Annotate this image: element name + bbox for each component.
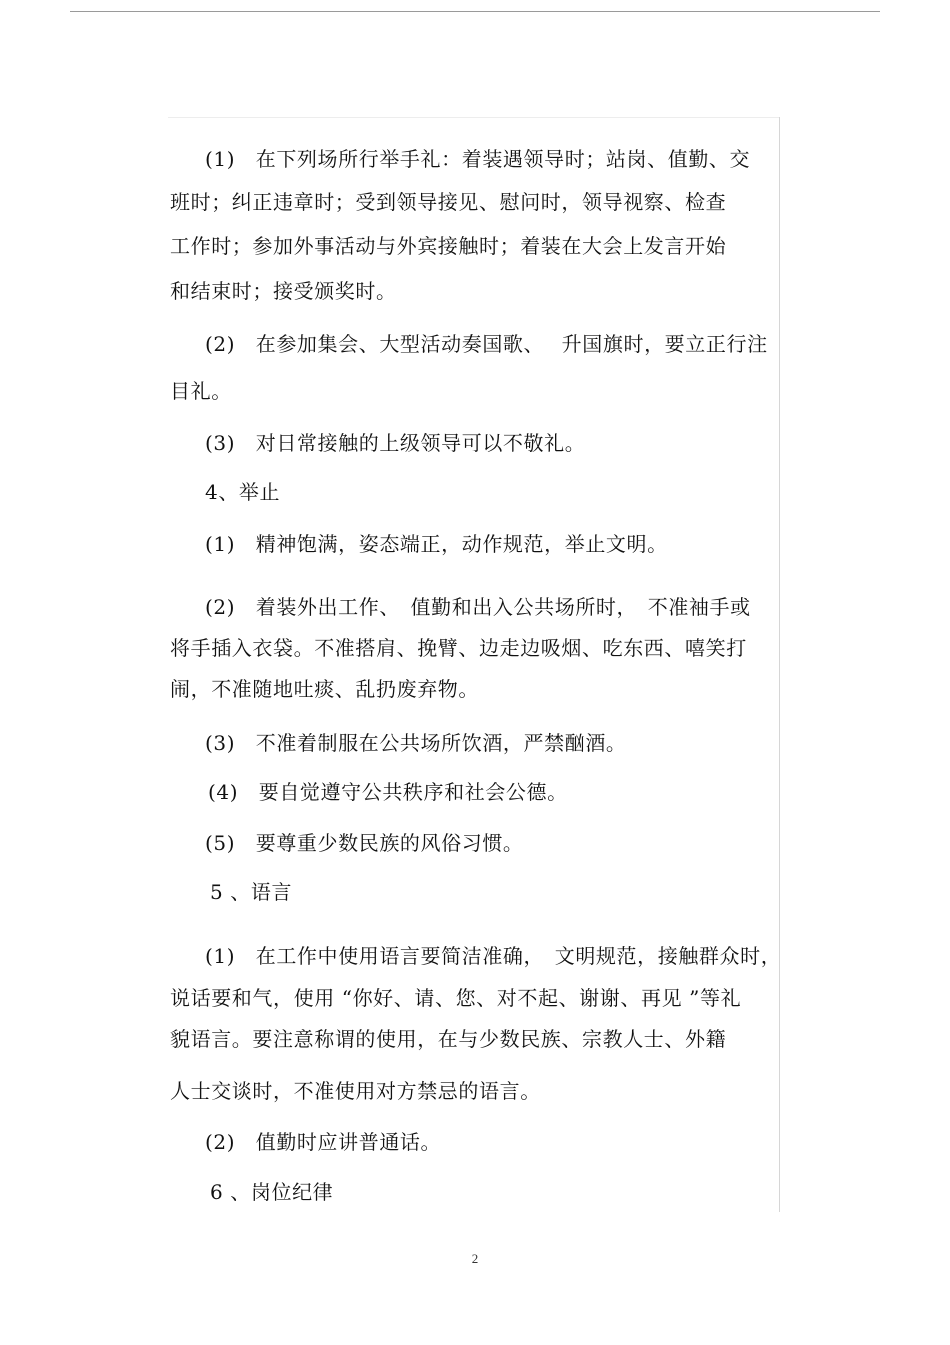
text-line: 目礼。 [170,379,232,403]
text-line: (3) 不准着制服在公共场所饮酒，严禁酗酒。 [205,731,627,755]
text-line: 和结束时；接受颁奖时。 [170,279,397,303]
header-rule [70,11,880,12]
text-line: (4) 要自觉遵守公共秩序和社会公德。 [208,780,568,804]
text-line: (2) 值勤时应讲普通话。 [205,1130,442,1154]
text-line: 闹，不准随地吐痰、乱扔废弃物。 [170,677,479,701]
text-line: (2) 着装外出工作、 值勤和出入公共场所时， 不准袖手或 [205,595,751,619]
page-number: 2 [471,1251,479,1266]
text-line: (3) 对日常接触的上级领导可以不敬礼。 [205,431,586,455]
text-line: 人士交谈时，不准使用对方禁忌的语言。 [170,1079,541,1103]
text-line: (1) 在下列场所行举手礼：着装遇领导时；站岗、值勤、交 [205,147,751,171]
text-line: (1) 精神饱满，姿态端正，动作规范，举止文明。 [205,532,668,556]
text-line: 班时；纠正违章时；受到领导接见、慰问时，领导视察、检查 [170,190,727,214]
text-line: (2) 在参加集会、大型活动奏国歌、 升国旗时，要立正行注 [205,332,768,356]
text-frame-right-border [779,117,780,1212]
section-heading: 4、举止 [205,480,281,504]
section-heading: 5 、语言 [210,880,293,904]
text-frame-top-border [168,117,780,118]
text-line: 工作时；参加外事活动与外宾接触时；着装在大会上发言开始 [170,234,727,258]
text-line: (5) 要尊重少数民族的风俗习惯。 [205,831,524,855]
text-line: 将手插入衣袋。不准搭肩、挽臂、边走边吸烟、吃东西、嘻笑打 [170,636,747,660]
section-heading: 6 、岗位纪律 [210,1180,334,1204]
text-line: 貌语言。要注意称谓的使用，在与少数民族、宗教人士、外籍 [170,1027,727,1051]
text-line: (1) 在工作中使用语言要简洁准确， 文明规范，接触群众时， [205,944,782,968]
text-line: 说话要和气，使用 “你好、请、您、对不起、谢谢、再见 ”等礼 [170,986,742,1010]
